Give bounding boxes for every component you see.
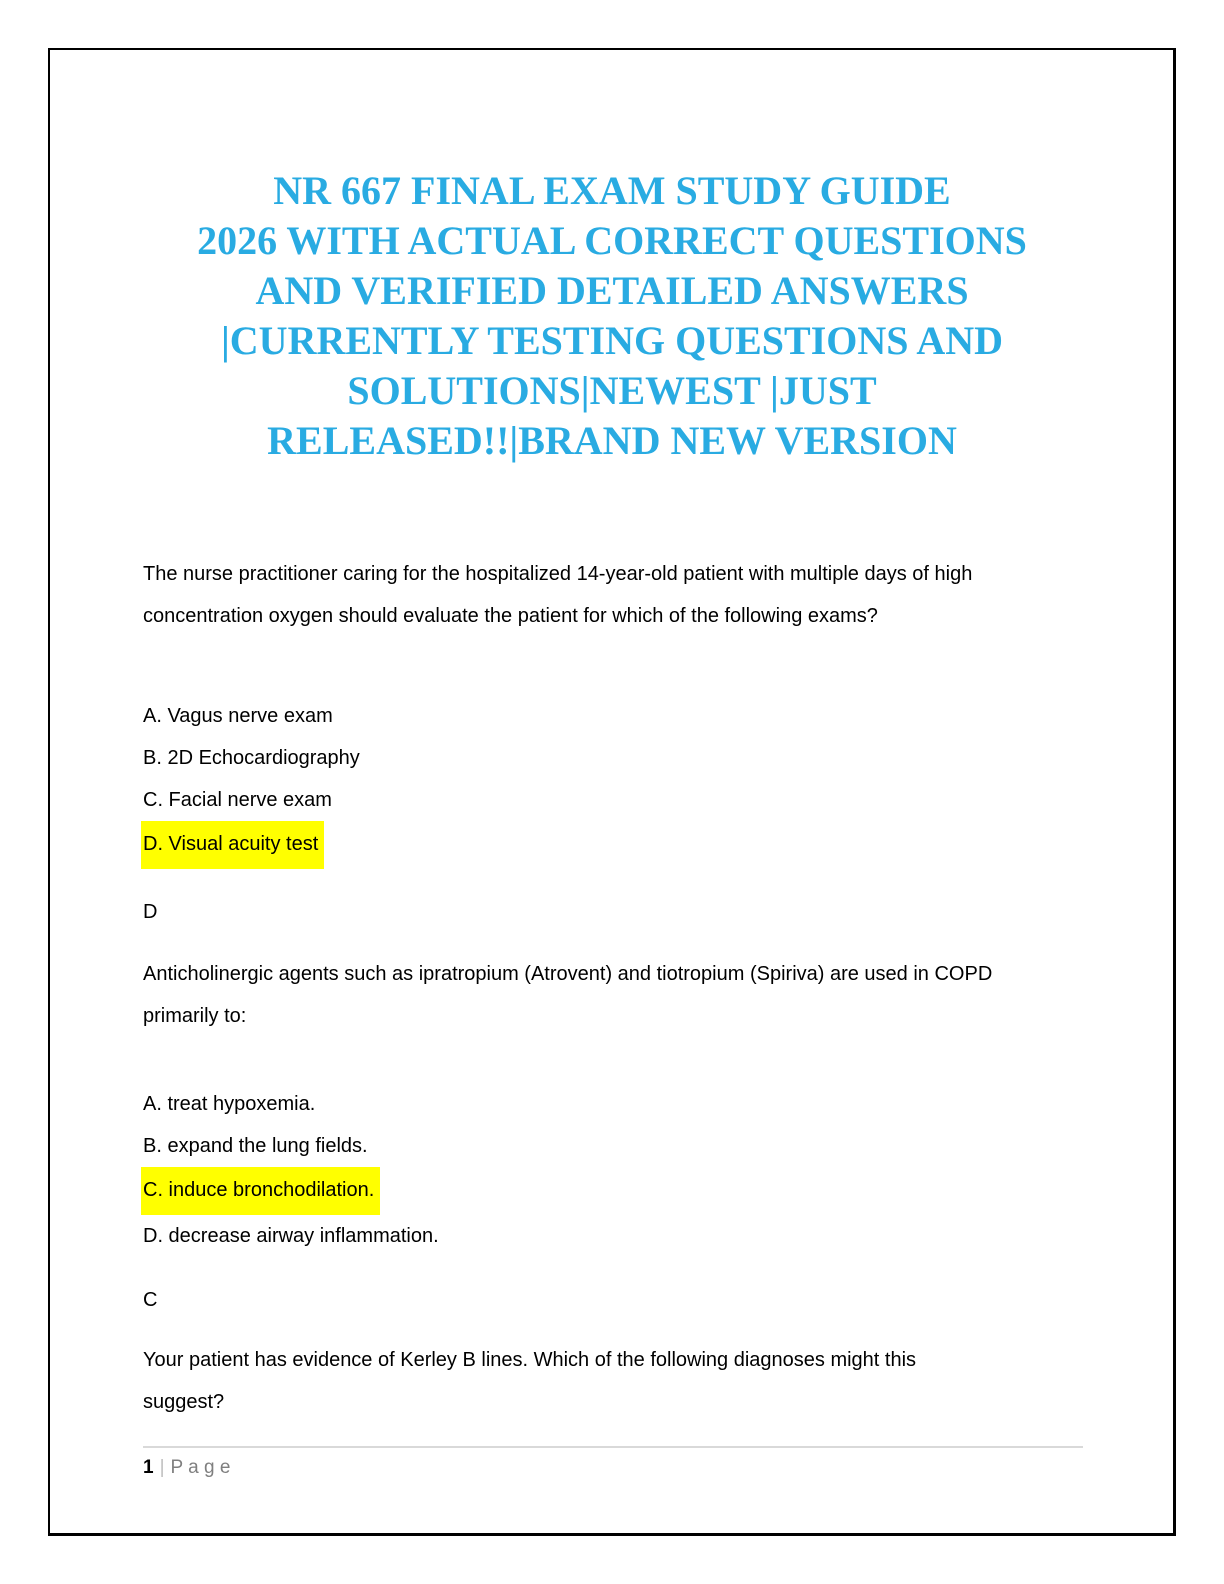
options-list (143, 695, 1081, 869)
title-line-5: SOLUTIONS|NEWEST |JUST (347, 368, 877, 413)
title-line-4: |CURRENTLY TESTING QUESTIONS AND (220, 318, 1003, 363)
option-b (143, 1125, 1081, 1167)
options-list (143, 1083, 1081, 1257)
footer-divider: | (159, 1457, 165, 1478)
option-label: B. 2D Echocardiography (143, 747, 360, 769)
answer-letter: D (143, 901, 158, 923)
page-number: 1 (143, 1457, 154, 1478)
question-text (143, 953, 1081, 1037)
page-footer (143, 1446, 1083, 1479)
option-label: A. Vagus nerve exam (143, 705, 333, 727)
option-b (143, 737, 1081, 779)
title-line-3: AND VERIFIED DETAILED ANSWERS (255, 268, 969, 313)
question-block-3 (143, 1339, 1081, 1423)
option-label: B. expand the lung fields. (143, 1135, 368, 1157)
option-d (143, 1215, 1081, 1257)
option-label: D. decrease airway inflammation. (143, 1225, 439, 1247)
option-c (143, 779, 1081, 821)
answer-letter: C (143, 1289, 158, 1311)
title-line-6: RELEASED!!|BRAND NEW VERSION (267, 418, 957, 463)
question-block-2 (143, 953, 1081, 1321)
question-text-line: Anticholinergic agents such as ipratropium (Atrovent) and tiotropium (Spiriva) are used in COPD (143, 963, 993, 985)
document-title (143, 166, 1081, 466)
option-label: C. Facial nerve exam (143, 789, 332, 811)
question-text-line: Your patient has evidence of Kerley B lines. Which of the following diagnoses might this (143, 1349, 917, 1371)
title-line-1: NR 667 FINAL EXAM STUDY GUIDE (273, 168, 951, 213)
option-a (143, 695, 1081, 737)
option-label: C. induce bronchodilation. (141, 1167, 380, 1215)
footer-label: P a g e (170, 1457, 231, 1478)
question-text (143, 553, 1081, 637)
option-a (143, 1083, 1081, 1125)
question-text-line: The nurse practitioner caring for the hospitalized 14-year-old patient with multiple days of high (143, 563, 973, 585)
document-content (143, 48, 1081, 1423)
option-c (143, 1167, 1081, 1215)
option-label: A. treat hypoxemia. (143, 1093, 316, 1115)
question-block-1 (143, 553, 1081, 933)
question-text-line: primarily to: (143, 1005, 247, 1027)
question-text-line: suggest? (143, 1391, 225, 1413)
question-text (143, 1339, 1081, 1423)
option-d (143, 821, 1081, 869)
option-label: D. Visual acuity test (141, 821, 324, 869)
question-text-line: concentration oxygen should evaluate the patient for which of the following exams? (143, 605, 878, 627)
title-line-2: 2026 WITH ACTUAL CORRECT QUESTIONS (197, 218, 1027, 263)
